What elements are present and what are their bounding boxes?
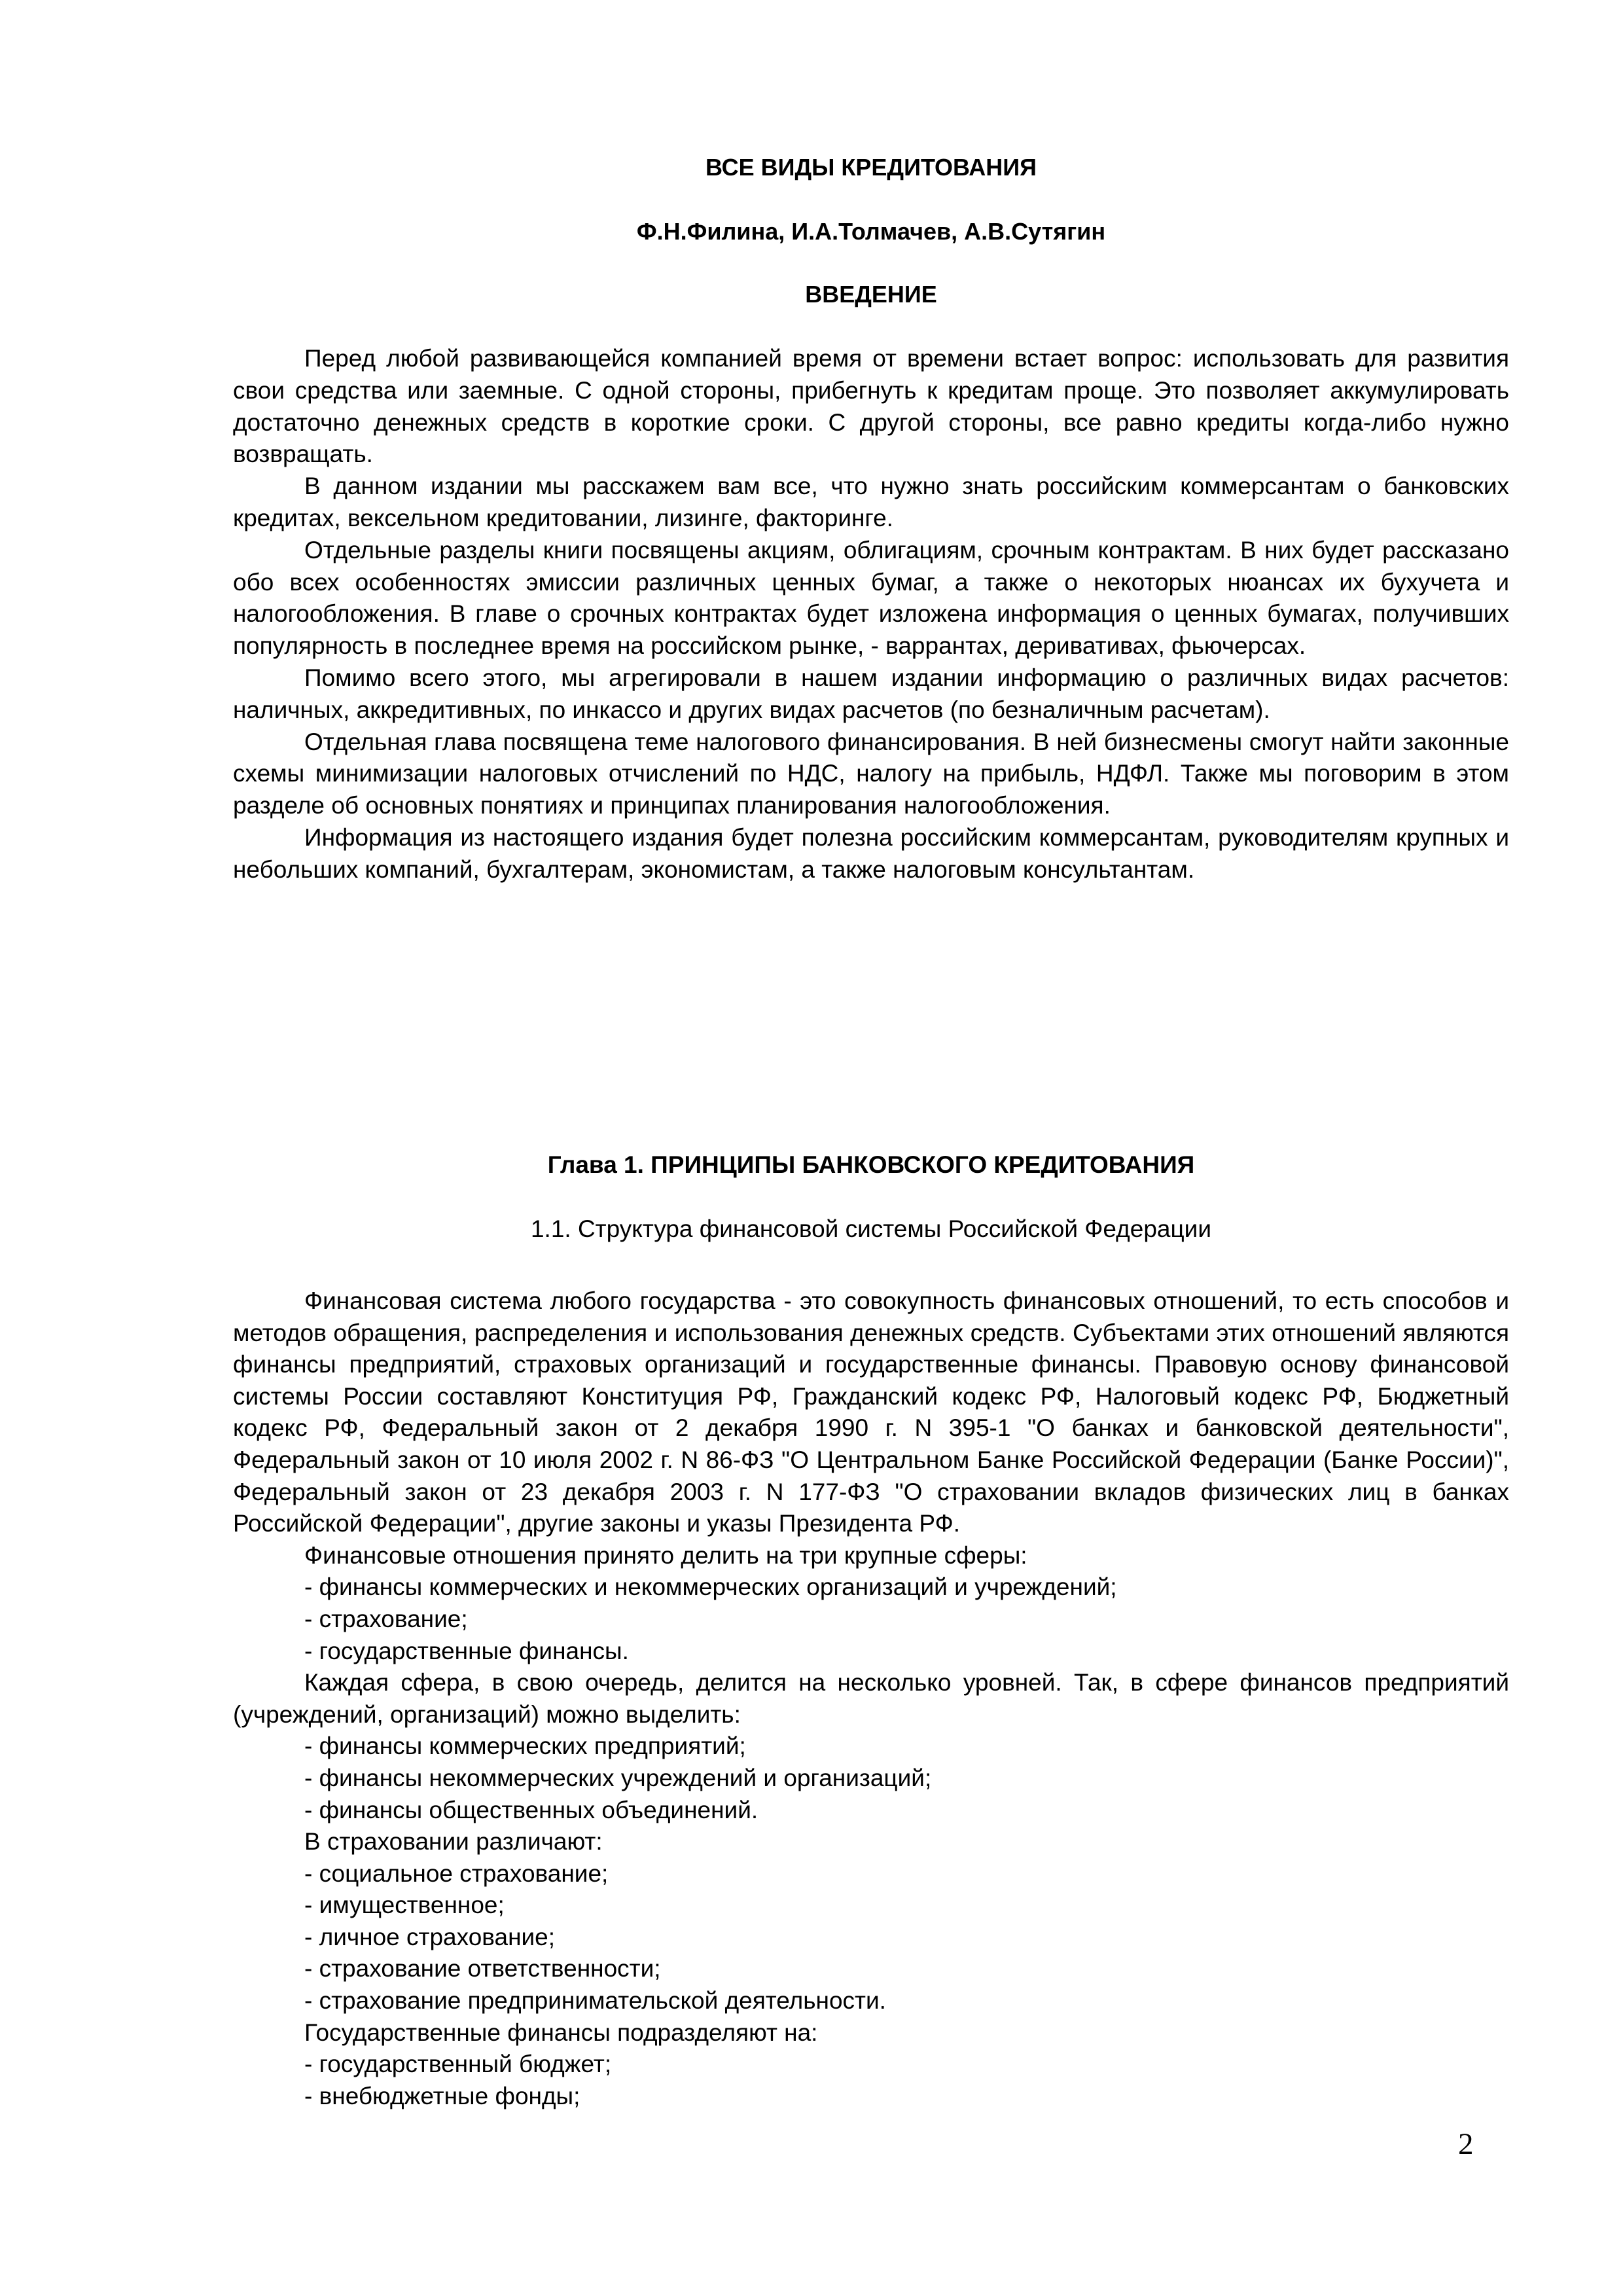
list-item: - страхование предпринимательской деятельности. [304,1987,886,2015]
intro-paragraph: В данном издании мы расскажем вам все, что нужно знать российским коммерсантам о банковских кредитах, вексельном кредитовании, лизинге, факторинге. [233,473,1509,531]
intro-body [233,343,1509,886]
chapter-body [233,1285,1509,2112]
chapter-paragraph: В страховании различают: [304,1828,603,1856]
document-title: ВСЕ ВИДЫ КРЕДИТОВАНИЯ [705,154,1037,181]
list-item: - страхование; [304,1605,468,1632]
chapter-paragraph: Каждая сфера, в свою очередь, делится на несколько уровней. Так, в сфере финансов предприятий (учреждений, организаций) можно выделить: [233,1669,1509,1728]
intro-paragraph: Отдельная глава посвящена теме налогового финансирования. В ней бизнесмены смогут найти законные схемы минимизации налоговых отчислений по НДС, налогу на прибыль, НДФЛ. Также мы поговорим в этом разделе об основных понятиях и принципах планирования налогообложения. [233,728,1509,819]
intro-paragraph: Помимо всего этого, мы агрегировали в нашем издании информацию о различных видах расчетов: наличных, аккредитивных, по инкассо и других видах расчетов (по безналичным расчетам). [233,664,1509,723]
list-item: - социальное страхование; [304,1859,609,1887]
intro-paragraph: Отдельные разделы книги посвящены акциям, облигациям, срочным контрактам. В них будет рассказано обо всех особенностях эмиссии различных ценных бумаг, а также о некоторых нюансах их бухучета и налогообложения. В главе о срочных контрактах будет изложена информация о ценных бумагах, получивших популярность в последнее время на российском рынке, - варрантах, деривативах, фьючерсах. [233,536,1509,660]
document-page [233,0,1509,2296]
list-item: - внебюджетные фонды; [304,2082,580,2109]
list-item: - государственный бюджет; [304,2051,612,2078]
intro-paragraph: Перед любой развивающейся компанией время от времени встает вопрос: использовать для развития свои средства или заемные. С одной стороны, прибегнуть к кредитам проще. Это позволяет аккумулировать достаточно денежных средств в короткие сроки. С другой стороны, все равно кредиты когда-либо нужно возвращать. [233,345,1509,468]
chapter-paragraph: Финансовая система любого государства - это совокупность финансовых отношений, то есть способов и методов обращения, распределения и использования денежных средств. Субъектами этих отношений являются финансы предприятий, страховых организаций и государственные финансы. Правовую основу финансовой системы России составляют Конституция РФ, Гражданский кодекс РФ, Налоговый кодекс РФ, Бюджетный кодекс РФ, Федеральный закон от 2 декабря 1990 г. N 395-1 "О банках и банковской деятельности", Федеральный закон от 10 июля 2002 г. N 86-ФЗ "О Центральном Банке Российской Федерации (Банке России)", Федеральный закон от 23 декабря 2003 г. N 177-ФЗ "О страховании вкладов физических лиц в банках Российской Федерации", другие законы и указы Президента РФ. [233,1287,1509,1537]
intro-heading: ВВЕДЕНИЕ [805,281,937,308]
chapter-paragraph: Финансовые отношения принято делить на три крупные сферы: [304,1541,1027,1569]
document-authors: Ф.Н.Филина, И.А.Толмачев, А.В.Сутягин [636,218,1106,245]
intro-paragraph: Информация из настоящего издания будет полезна российским коммерсантам, руководителям крупных и небольших компаний, бухгалтерам, экономистам, а также налоговым консультантам. [233,823,1509,883]
list-item: - личное страхование; [304,1923,556,1950]
section-heading: 1.1. Структура финансовой системы Российской Федерации [530,1215,1212,1242]
chapter-paragraph: Государственные финансы подразделяют на: [304,2018,818,2046]
list-item: - финансы коммерческих предприятий; [304,1732,746,1760]
page-number: 2 [1458,2127,1474,2161]
chapter-heading: Глава 1. ПРИНЦИПЫ БАНКОВСКОГО КРЕДИТОВАНИЯ [547,1151,1195,1178]
list-item: - финансы общественных объединений. [304,1796,758,1823]
list-item: - финансы некоммерческих учреждений и организаций; [304,1764,932,1791]
list-item: - страхование ответственности; [304,1955,661,1982]
list-item: - государственные финансы. [304,1637,629,1664]
list-item: - имущественное; [304,1892,505,1919]
list-item: - финансы коммерческих и некоммерческих организаций и учреждений; [304,1573,1117,1601]
